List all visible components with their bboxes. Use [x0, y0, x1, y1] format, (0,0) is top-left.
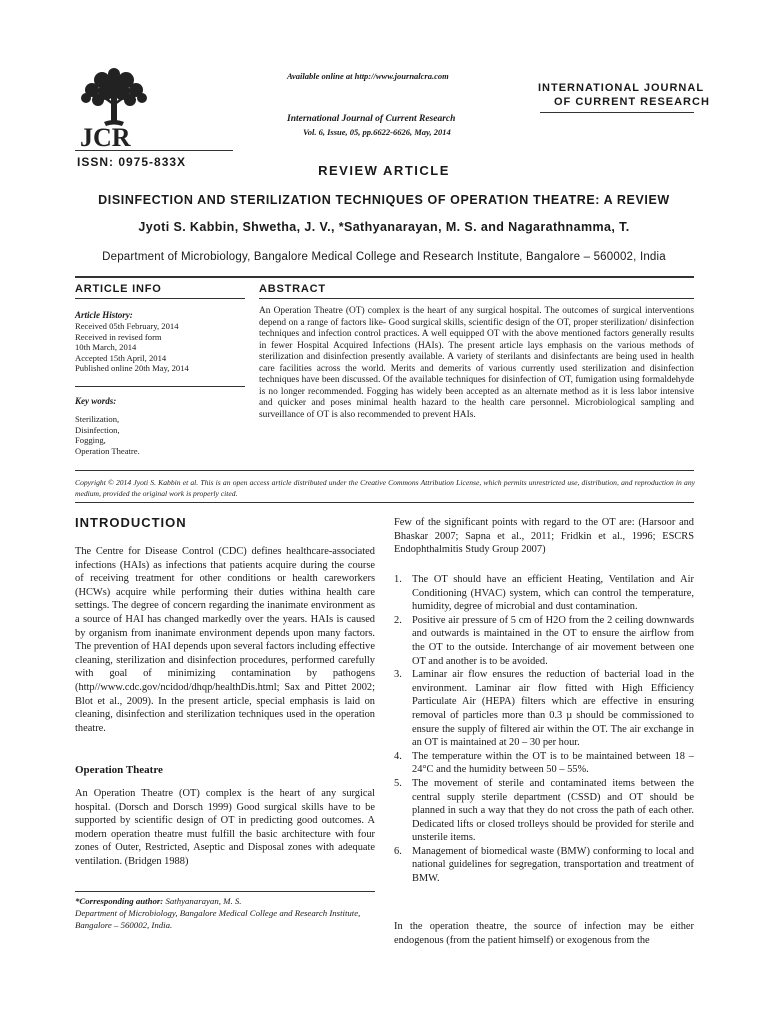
- abstract-heading: ABSTRACT: [259, 283, 326, 295]
- keyword-item: Sterilization,: [75, 414, 120, 425]
- keywords-label: Key words:: [75, 396, 117, 406]
- tree-logo-icon: [74, 66, 154, 150]
- history-item: Received 05th February, 2014: [75, 321, 179, 332]
- copyright-notice: Copyright © 2014 Jyoti S. Kabbin et al. This is an open access article distributed under the Creative Commons Attribution License, which permits unrestricted use, distribution, and reproduction in any medium, provided the original work is properly cited.: [75, 478, 695, 498]
- issn: ISSN: 0975-833X: [77, 155, 187, 169]
- keyword-item: Fogging,: [75, 435, 106, 446]
- corresponding-label: *Corresponding author:: [75, 896, 164, 906]
- intro-paragraph-2: An Operation Theatre (OT) complex is the heart of any surgical hospital. (Dorsch and Dorsch 1999) Good surgical skills have to be supported by scientific design of OT in predicting good outcomes. A modern operation theatre must fulfill the basic architecture with four zones of Outer, Restricted, Aseptic and Disposal zones with adequate ventilation. (Bridgen 1988): [75, 788, 375, 867]
- footnote-rule: [75, 891, 375, 892]
- article-authors: Jyoti S. Kabbin, Shwetha, J. V., *Sathyanarayan, M. S. and Nagarathnamma, T.: [138, 220, 630, 234]
- ot-points-lead: Few of the significant points with regard to the OT are: (Harsoor and Bhaskar 2007; Sapna et al., 2011; Fridkin et al., 1996; ESCRS Endophthalmitis Study Group 2007): [394, 517, 694, 556]
- article-type: REVIEW ARTICLE: [318, 163, 450, 178]
- history-label: Article History:: [75, 310, 133, 320]
- journal-brand-line1: INTERNATIONAL JOURNAL: [538, 82, 705, 94]
- introduction-heading: INTRODUCTION: [75, 515, 187, 530]
- history-item: Published online 20th May, 2014: [75, 363, 189, 374]
- history-item: Accepted 15th April, 2014: [75, 352, 167, 363]
- list-item: 2. Positive air pressure of 5 cm of H2O from the 2 ceiling downwards and outwards is maintained in the OT to ensure the airflow from the OT to the outside. Interchange of air movement between one OT and another is to be avoided.: [394, 614, 694, 667]
- article-info-rule: [75, 298, 245, 299]
- journal-brand-line2: OF CURRENT RESEARCH: [554, 96, 710, 108]
- copyright-rule-bottom: [75, 502, 694, 503]
- affiliation-rule: [75, 276, 694, 278]
- article-title: DISINFECTION AND STERILIZATION TECHNIQUES OF OPERATION THEATRE: A REVIEW: [98, 193, 670, 207]
- list-item: 1. The OT should have an efficient Heating, Ventilation and Air Conditioning (HVAC) system, which can control the temperature, humidity, degree of microbial and dust contamination.: [394, 574, 694, 613]
- available-online-text: Available online at http://www.journalcra.com: [287, 71, 449, 81]
- intro-paragraph-1: The Centre for Disease Control (CDC) defines healthcare-associated infections (HAIs) as infections that patients acquire during the course of receiving treatment for other conditions or health careworkers (HCWs) acquire while performing their duties withina health care settings. The degree of concern regarding the inanimate environment as a source of HAI has changed markedly over the years. HAIs is caused by organism from inanimate environment depends upon many factors. The prevention of HAI depends upon several factors including effective cleaning, sterilization and disinfection procedures, performed carefully with goal of minimizing contamination by pathogens (http//www.cdc.gov/ncidod/dhqp/healthDis.html; Sax and Pittet 2002; Blot et al., 2009). In the present article, special emphasis is laid on cleaning, disinfection and sterilization techniques used in the operation theatre.: [75, 546, 375, 734]
- list-item: 6. Management of biomedical waste (BMW) conforming to local and national guidelines for segregation, transportation and treatment of BMW.: [394, 845, 694, 885]
- logo-lettering: JCR: [80, 123, 131, 150]
- corresponding-name: Sathyanarayan, M. S.: [165, 896, 242, 906]
- keywords: [75, 396, 245, 456]
- corresponding-address: Department of Microbiology, Bangalore Medical College and Research Institute, Bangalore – 560002, India.: [75, 907, 361, 930]
- list-item: 5. The movement of sterile and contaminated items between the central supply sterile department (CSSD) and OT should be planned in such a way that they do not cross the path of each other. Dedicated lifts or closed trolleys should be provided for sterile and unsterile items.: [394, 777, 694, 844]
- article-affiliation: Department of Microbiology, Bangalore Medical College and Research Institute, Bangalore – 560002, India: [102, 251, 666, 263]
- ot-points-list: [394, 573, 694, 886]
- volume-info: Vol. 6, Issue, 05, pp.6622-6626, May, 2014: [303, 127, 451, 137]
- ot-infection-source-text: In the operation theatre, the source of infection may be either endogenous (from the patient himself) or exogenous from the: [394, 921, 694, 946]
- keyword-item: Disinfection,: [75, 424, 120, 435]
- copyright-rule-top: [75, 470, 694, 471]
- abstract-rule: [259, 298, 694, 299]
- abstract-text: An Operation Theatre (OT) complex is the heart of any surgical hospital. The outcomes of surgical interventions depend on a range of factors like- Good surgical skills, scientific design of the OT, proper sterilization/ disinfection techniques and infection control practices. A well equipped OT with the above mentioned factors generally results in fewer Hospital Acquired Infections (HAIs). The present article lays emphasis on the various methods of sterilization and disinfection presently available. A variety of sterilants and disinfectants are being used in health care facilities across the world. Merits and demerits of various currently used sterilization and disinfection techniques have been discussed. Of the available techniques for disinfection of OT, fumigation using formaldehyde is no longer recommended. Fogging has widely been accepted as an alternate method as it is less labor intensive and quicker and poses minimal health hazard to the health care personnel. Microbiological sampling and surveillance of OT is also recommended to prevent HAIs.: [259, 306, 694, 420]
- list-item: 3. Laminar air flow ensures the reduction of bacterial load in the environment. Laminar air flow fitted with High Efficiency Particulate Air (HEPA) filters which are effective in ensuring removal of particles more than 0.3 µ should be commissioned to ensure the supply of filtered air within the OT. The air exchange in an OT is maintained at 20 – 30 per hour.: [394, 669, 694, 749]
- keyword-item: Operation Theatre.: [75, 445, 140, 456]
- journal-logo: [74, 66, 154, 150]
- history-item: 10th March, 2014: [75, 342, 137, 353]
- article-history: [75, 310, 245, 373]
- operation-theatre-heading: Operation Theatre: [75, 764, 163, 776]
- article-info-heading: ARTICLE INFO: [75, 283, 162, 295]
- history-rule: [75, 386, 245, 387]
- corresponding-author: [75, 896, 375, 931]
- journal-name: International Journal of Current Research: [287, 114, 456, 124]
- history-item: Received in revised form: [75, 331, 162, 342]
- header-rule-left: [75, 150, 233, 151]
- list-item: 4. The temperature within the OT is to be maintained between 18 – 24°C and the humidity between 50 – 55%.: [394, 750, 694, 776]
- header-rule-right: [540, 112, 694, 113]
